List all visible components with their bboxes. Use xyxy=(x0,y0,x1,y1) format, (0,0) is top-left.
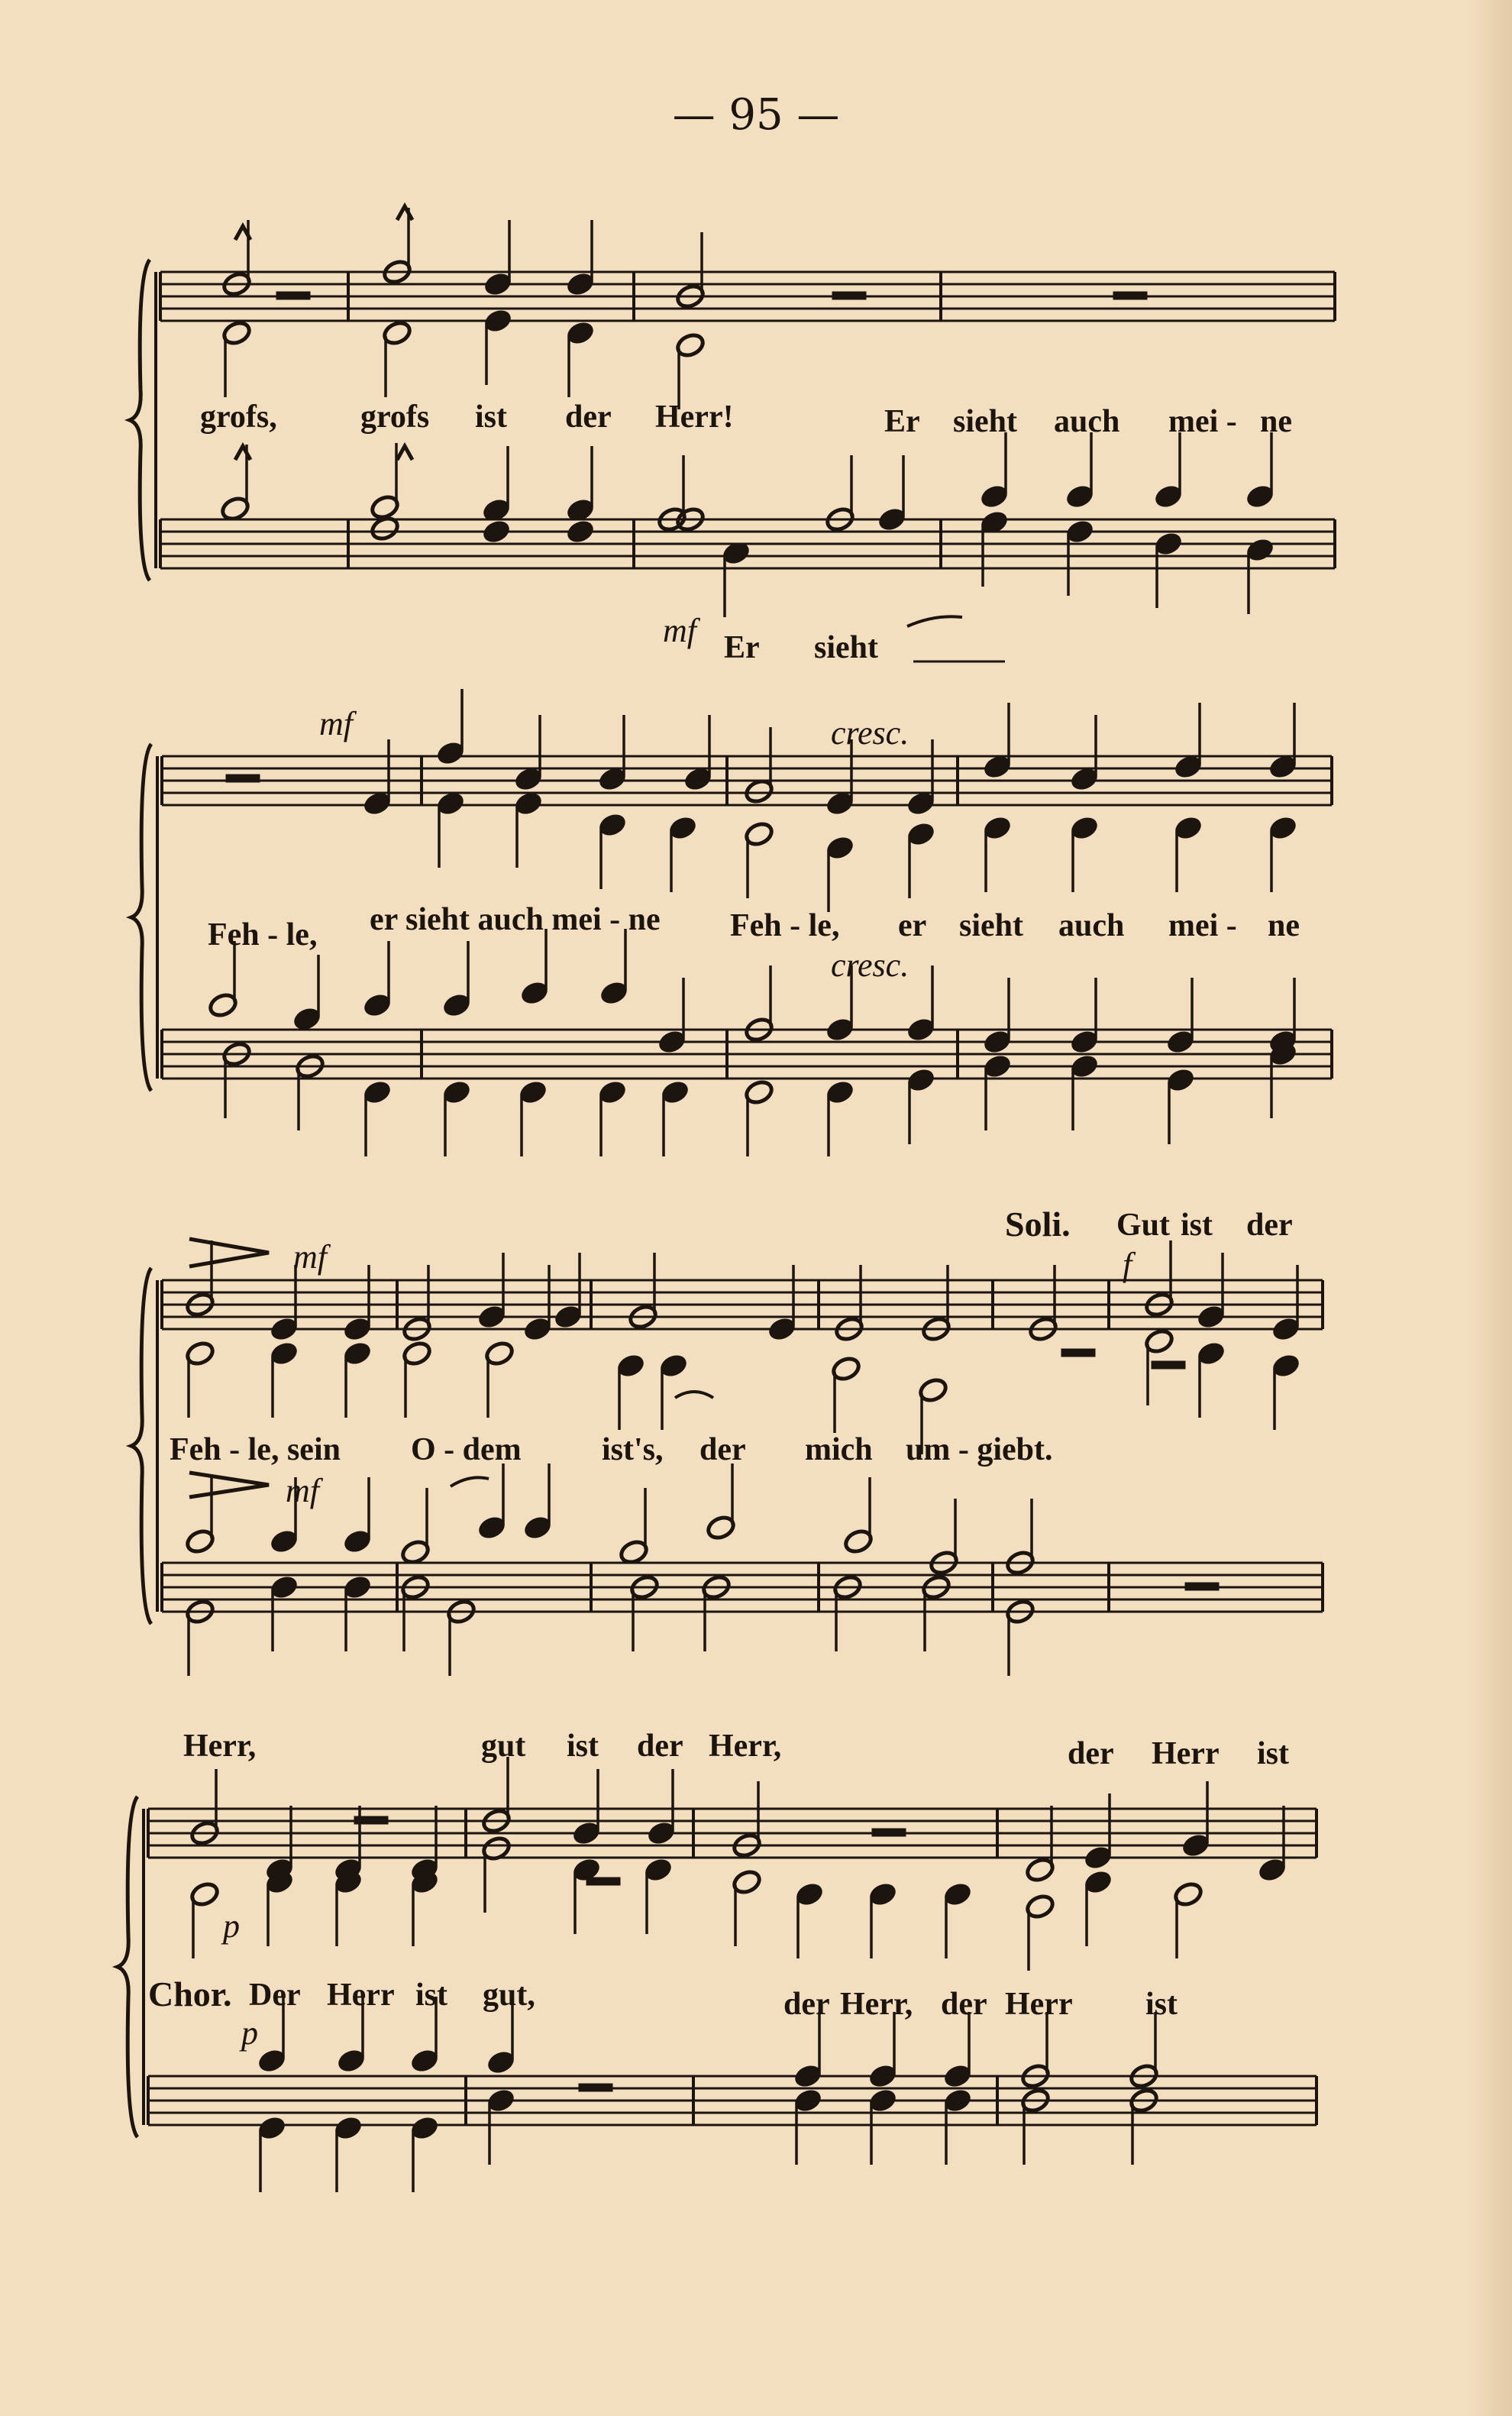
lyric-s4-3: ist xyxy=(567,1729,599,1764)
notehead-15 xyxy=(481,518,512,545)
lyric-s2-6: auch xyxy=(1058,908,1125,943)
dynamic-s1-mf: mf xyxy=(663,612,696,649)
lyric-soli-1: Gut xyxy=(1116,1208,1171,1243)
slur-1 xyxy=(907,616,962,626)
lyric-choir-6: Herr, xyxy=(840,1987,913,2022)
dynamic-s4-p-upper: p xyxy=(223,1907,240,1945)
lyric-s4-1: Herr, xyxy=(183,1729,257,1764)
slur-2 xyxy=(451,1477,489,1486)
lyric-s1-2: grofs xyxy=(360,399,430,435)
rest-bar-7 xyxy=(1185,1583,1219,1590)
lyric-s4-2: gut xyxy=(481,1729,526,1764)
slur-3 xyxy=(675,1392,713,1398)
rest-bar-3 xyxy=(1113,292,1147,299)
lyric-s1-10: ne xyxy=(1260,404,1292,439)
lyric-s1-lower-1: Er xyxy=(724,630,760,665)
accent-s3-lower xyxy=(189,1473,269,1497)
rest-bar-10 xyxy=(586,1877,620,1885)
marcato-3 xyxy=(235,446,250,460)
marcato-4 xyxy=(397,446,412,460)
lyric-choir-1: Der xyxy=(249,1978,301,2013)
lyric-s3-3: ist's, xyxy=(602,1432,664,1467)
brace-s2 xyxy=(131,744,151,1091)
lyric-s2-5: sieht xyxy=(959,908,1023,943)
lyric-s4-4: der xyxy=(637,1729,683,1764)
lyric-s2-1: Feh - le, xyxy=(208,917,318,952)
notehead-17 xyxy=(565,518,596,545)
page-number: — 95 — xyxy=(672,90,840,140)
marcato-2 xyxy=(397,206,412,220)
dynamic-s3-f: f xyxy=(1123,1246,1132,1283)
soli-label: Soli. xyxy=(1005,1205,1071,1244)
lyric-choir-9: ist xyxy=(1145,1987,1178,2022)
lyric-s4-5: Herr, xyxy=(709,1729,782,1764)
lyric-s2-2: er sieht auch mei - ne xyxy=(370,902,661,937)
lyric-choir-5: der xyxy=(783,1987,830,2022)
rest-bar-5 xyxy=(1061,1349,1095,1357)
lyric-soli-3: der xyxy=(1246,1208,1293,1243)
rest-bar-1 xyxy=(276,292,310,299)
rest-bar-11 xyxy=(579,2084,612,2091)
noteheads xyxy=(185,258,1302,2142)
lyric-s3-6: um - giebt. xyxy=(906,1432,1053,1467)
rest-bar-2 xyxy=(832,292,866,299)
lyric-s1-3: ist xyxy=(475,399,507,435)
brace-s1 xyxy=(130,260,150,581)
lyric-s4-6: der xyxy=(1068,1736,1114,1771)
lyric-s4-7: Herr xyxy=(1152,1736,1220,1771)
lyric-s4-8: ist xyxy=(1257,1736,1289,1771)
lyric-s1-7: sieht xyxy=(953,404,1017,439)
dynamic-s2-cresc-lower: cresc. xyxy=(831,946,909,984)
dynamic-s2-mf: mf xyxy=(319,705,353,742)
note-stems xyxy=(189,208,1297,2192)
lyric-s2-8: ne xyxy=(1268,908,1300,943)
lyric-soli-2: ist xyxy=(1181,1208,1213,1243)
dynamic-s4-p-lower: p xyxy=(241,2014,258,2052)
lyric-s3-5: mich xyxy=(805,1432,873,1467)
lyric-choir-2: Herr xyxy=(327,1978,395,2013)
lyric-s2-4: er xyxy=(898,908,927,943)
rest-bar-6 xyxy=(1152,1361,1185,1369)
lyric-s1-8: auch xyxy=(1054,404,1120,439)
rest-bar-9 xyxy=(872,1829,906,1836)
lyric-s1-6: Er xyxy=(884,404,920,439)
choir-label: Chor. xyxy=(148,1975,232,2013)
lyric-s3-1: Feh - le, sein xyxy=(170,1432,341,1467)
lyric-s1-9: mei - xyxy=(1168,404,1237,439)
lyric-choir-7: der xyxy=(941,1987,987,2022)
lyric-s3-2: O - dem xyxy=(411,1432,522,1467)
rest-bar-4 xyxy=(226,775,260,782)
lyric-s1-4: der xyxy=(565,399,612,435)
brace-s4 xyxy=(118,1797,137,2137)
lyric-choir-8: Herr xyxy=(1005,1987,1073,2022)
lyric-s1-1: grofs, xyxy=(200,399,277,435)
system-braces xyxy=(118,260,157,2137)
lyric-choir-4: gut, xyxy=(483,1978,535,2013)
lyric-choir-3: ist xyxy=(415,1978,447,2013)
dynamic-s3-mf-lower: mf xyxy=(286,1472,319,1509)
lyric-s2-3: Feh - le, xyxy=(730,908,840,943)
lyric-s2-7: mei - xyxy=(1168,908,1237,943)
dynamic-s2-cresc-upper: cresc. xyxy=(831,714,909,752)
rest-bar-8 xyxy=(354,1816,388,1824)
lyric-s1-5: Herr! xyxy=(655,399,734,435)
lyric-s3-4: der xyxy=(699,1432,746,1467)
brace-s3 xyxy=(131,1268,151,1624)
dynamic-s3-mf-upper: mf xyxy=(293,1238,327,1276)
accent-s3-upper xyxy=(189,1239,269,1266)
lyric-s1-lower-2: sieht xyxy=(814,630,878,665)
